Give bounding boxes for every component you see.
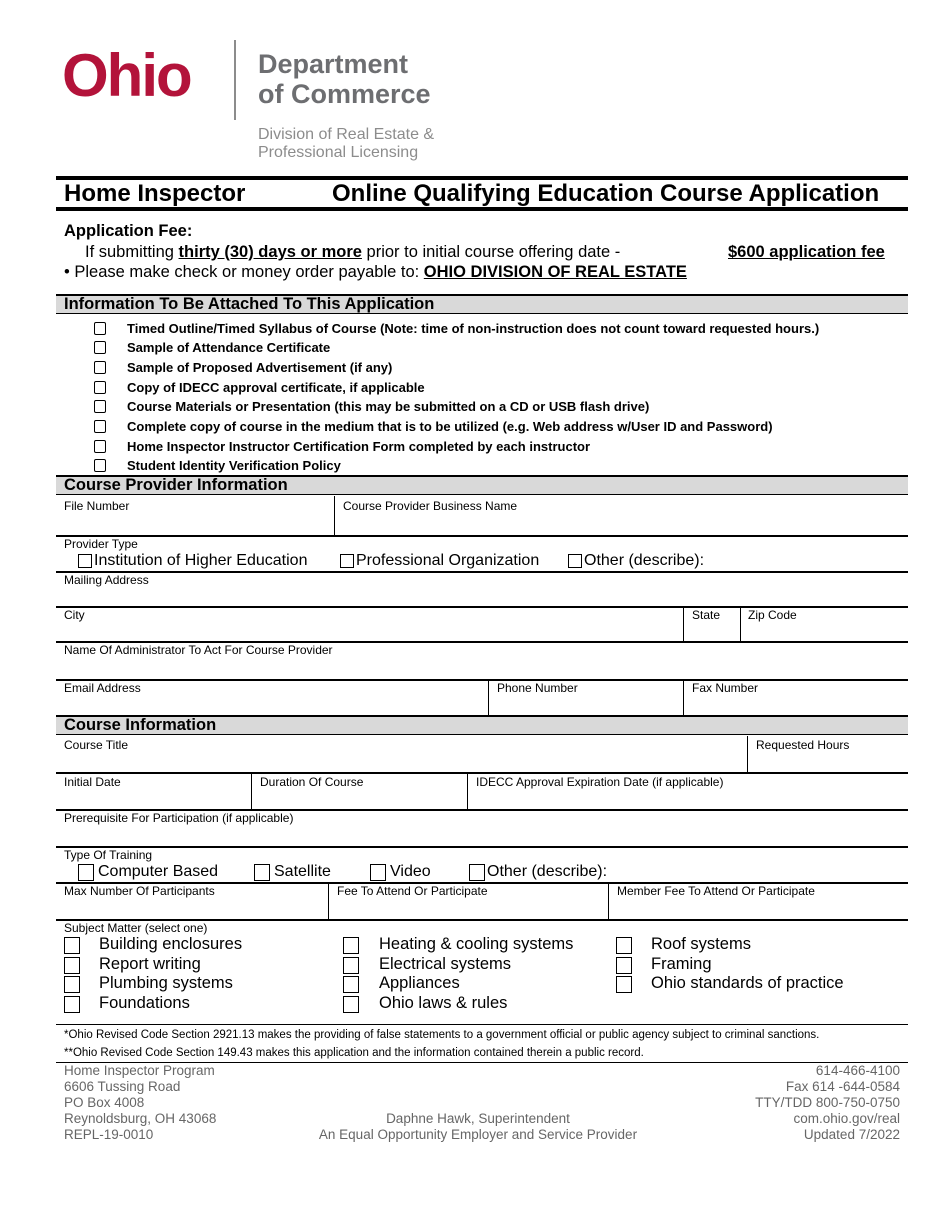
subject-option-label: Heating & cooling systems [379, 935, 574, 953]
training-other[interactable]: Other (describe): [469, 863, 607, 881]
mailing-address-label: Mailing Address [64, 573, 149, 587]
subject-option-label: Framing [651, 954, 712, 973]
fee-payee-line: • Please make check or money order payable to: OHIO DIVISION OF REAL ESTATE [64, 263, 687, 281]
training-satellite[interactable]: Satellite [254, 863, 331, 881]
title-bottom-rule [56, 207, 908, 211]
idecc-expiration-label: IDECC Approval Expiration Date (if applicable) [476, 775, 724, 789]
divider [683, 680, 684, 715]
subject-checkbox[interactable] [616, 976, 632, 993]
course-title-label: Course Title [64, 738, 129, 752]
field-rule [56, 679, 908, 681]
attachment-item[interactable] [94, 318, 820, 338]
notes-rule [56, 1024, 908, 1025]
checkbox[interactable] [94, 361, 106, 374]
subject-checkbox[interactable] [616, 957, 632, 974]
subject-option-label: Plumbing systems [99, 974, 233, 992]
ohio-logo: Ohio [62, 42, 191, 109]
max-participants-label: Max Number Of Participants [64, 884, 215, 898]
attachment-item-label: Complete copy of course in the medium that is to be utilized (e.g. Web address w/User ID and Password) [127, 419, 773, 434]
checkbox[interactable] [370, 864, 386, 881]
field-rule [56, 571, 908, 573]
attachment-item[interactable] [94, 417, 773, 437]
form-title-right: Online Qualifying Education Course Application [332, 180, 880, 207]
subject-checkbox[interactable] [343, 957, 359, 974]
divider [740, 607, 741, 642]
phone-label: Phone Number [497, 681, 578, 695]
section-course-provider: Course Provider Information [56, 475, 908, 495]
attachment-item-label: Student Identity Verification Policy [127, 458, 341, 474]
attachment-item[interactable] [94, 338, 331, 358]
footer-address: Home Inspector Program 6606 Tussing Road PO Box 4008 Reynoldsburg, OH 43068 REPL-19-0010 [64, 1063, 217, 1142]
attachment-item[interactable] [94, 377, 425, 397]
checkbox[interactable] [94, 400, 106, 413]
checkbox[interactable] [94, 381, 106, 394]
subject-option-label: Ohio standards of practice [651, 974, 844, 992]
divider [608, 883, 609, 920]
checkbox[interactable] [94, 341, 106, 354]
field-rule [56, 535, 908, 537]
subject-checkbox[interactable] [343, 937, 359, 954]
training-type-label: Type Of Training [64, 848, 153, 862]
checkbox[interactable] [78, 554, 92, 568]
fee-label: Fee To Attend Or Participate [337, 884, 488, 898]
checkbox[interactable] [568, 554, 582, 568]
city-label: City [64, 608, 85, 622]
attachment-item-label: Sample of Proposed Advertisement (if any) [127, 359, 393, 375]
business-name-label: Course Provider Business Name [343, 499, 518, 513]
fee-condition: If submitting thirty (30) days or more prior to initial course offering date - [85, 243, 621, 261]
provider-type-label: Provider Type [64, 537, 138, 551]
subject-option-label: Roof systems [651, 935, 751, 953]
divider [334, 496, 335, 536]
subject-checkbox[interactable] [64, 996, 80, 1013]
attachment-item-label: Sample of Attendance Certificate [127, 340, 331, 356]
provider-type-other[interactable]: Other (describe): [568, 552, 704, 570]
legal-note-public-record: **Ohio Revised Code Section 149.43 makes this application and the information contained therein a public record. [64, 1047, 644, 1059]
attachment-item[interactable] [94, 436, 591, 456]
field-rule [56, 846, 908, 848]
checkbox[interactable] [78, 864, 94, 881]
divider [328, 883, 329, 920]
subject-option-label: Ohio laws & rules [379, 993, 508, 1012]
fee-deadline: thirty (30) days or more [178, 243, 362, 261]
divider [251, 773, 252, 809]
attachment-item-label: Home Inspector Instructor Certification Form completed by each instructor [127, 438, 591, 454]
attachment-item[interactable] [94, 397, 650, 417]
section-course-info: Course Information [56, 715, 908, 735]
checkbox[interactable] [469, 864, 485, 881]
zip-label: Zip Code [748, 608, 797, 622]
state-label: State [692, 608, 721, 622]
fee-amount: $600 application fee [728, 243, 885, 261]
requested-hours-label: Requested Hours [756, 738, 850, 752]
payee-name: OHIO DIVISION OF REAL ESTATE [423, 263, 687, 281]
divider [488, 680, 489, 715]
legal-note-false-statements: *Ohio Revised Code Section 2921.13 makes the providing of false statements to a government official or public agency subject to criminal sanctions. [64, 1029, 820, 1041]
subject-checkbox[interactable] [616, 937, 632, 954]
administrator-label: Name Of Administrator To Act For Course Provider [64, 643, 333, 657]
fax-label: Fax Number [692, 681, 759, 695]
subject-option-label: Foundations [99, 993, 190, 1012]
checkbox[interactable] [94, 420, 106, 433]
footer-contact: 614-466-4100 Fax 614 -644-0584 TTY/TDD 800-750-0750 com.ohio.gov/real Updated 7/2022 [755, 1063, 900, 1142]
checkbox[interactable] [94, 459, 106, 472]
subject-checkbox[interactable] [343, 996, 359, 1013]
member-fee-label: Member Fee To Attend Or Participate [617, 884, 815, 898]
subject-option-label: Electrical systems [379, 954, 512, 973]
form-title-left: Home Inspector [64, 180, 246, 207]
subject-checkbox[interactable] [64, 937, 80, 954]
subject-option-label: Building enclosures [99, 935, 243, 953]
attachment-item-label: Timed Outline/Timed Syllabus of Course (Note: time of non-instruction does not count toward requested hours.) [127, 320, 820, 336]
field-rule [56, 772, 908, 774]
divider [467, 773, 468, 809]
subject-checkbox[interactable] [343, 976, 359, 993]
initial-date-label: Initial Date [64, 775, 121, 789]
attachment-item-label: Course Materials or Presentation (this may be submitted on a CD or USB flash drive) [127, 399, 650, 415]
footer-center: Daphne Hawk, Superintendent An Equal Opportunity Employer and Service Provider [318, 1111, 638, 1142]
section-attachments: Information To Be Attached To This Application [56, 294, 908, 314]
provider-type-higher-ed[interactable]: Institution of Higher Education [78, 552, 307, 570]
checkbox[interactable] [340, 554, 354, 568]
divider [747, 736, 748, 772]
prerequisite-label: Prerequisite For Participation (if applicable) [64, 811, 294, 825]
subject-checkbox[interactable] [64, 976, 80, 993]
training-computer-based[interactable]: Computer Based [78, 863, 218, 881]
file-number-label: File Number [64, 499, 130, 513]
fee-heading: Application Fee: [64, 222, 193, 240]
checkbox[interactable] [94, 440, 106, 453]
checkbox[interactable] [94, 322, 106, 335]
subject-option-label: Appliances [379, 974, 460, 992]
training-video[interactable]: Video [370, 863, 431, 881]
email-label: Email Address [64, 681, 141, 695]
dept-line-1: Department [258, 49, 409, 79]
logo-divider [234, 40, 236, 120]
divider [683, 607, 684, 642]
subject-checkbox[interactable] [64, 957, 80, 974]
subject-matter-label: Subject Matter (select one) [64, 921, 208, 935]
provider-type-prof-org[interactable]: Professional Organization [340, 552, 539, 570]
division-line-2: Professional Licensing [258, 144, 419, 161]
division-line-1: Division of Real Estate & [258, 126, 435, 143]
attachment-item-label: Copy of IDECC approval certificate, if applicable [127, 379, 425, 395]
subject-option-label: Report writing [99, 954, 201, 973]
dept-line-2: of Commerce [258, 79, 431, 109]
checkbox[interactable] [254, 864, 270, 881]
duration-label: Duration Of Course [260, 775, 364, 789]
attachment-item[interactable] [94, 456, 341, 476]
attachment-item[interactable] [94, 357, 393, 377]
